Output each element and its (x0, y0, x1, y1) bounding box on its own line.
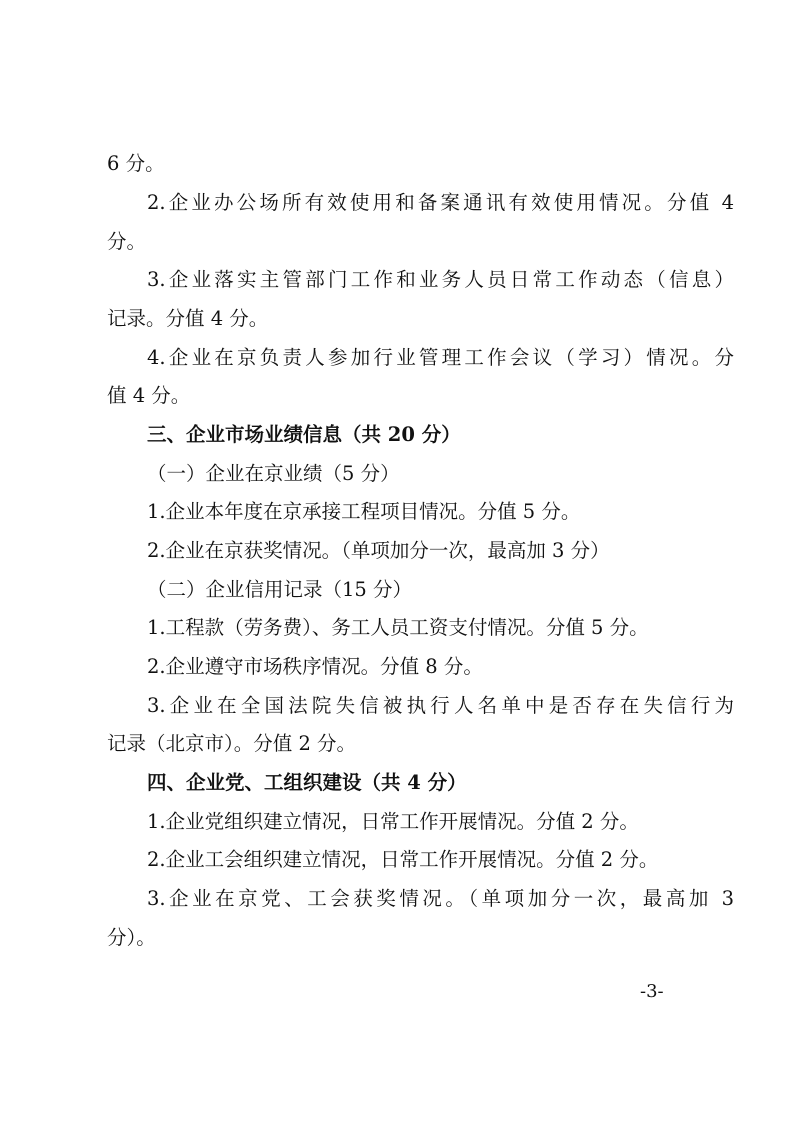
text-line-2: 2.企业办公场所有效使用和备案通讯有效使用情况。分值 4 (147, 191, 734, 214)
text-line-18: 1.企业党组织建立情况，日常工作开展情况。分值 2 分。 (147, 810, 639, 833)
page-number: -3- (640, 981, 664, 1002)
subsection-heading-2: （二）企业信用记录（15 分） (147, 578, 413, 601)
section-heading-3: 三、企业市场业绩信息（共 20 分） (147, 423, 461, 446)
text-line-16: 记录（北京市）。分值 2 分。 (107, 732, 357, 755)
text-line-20: 3.企业在京党、工会获奖情况。（单项加分一次，最高加 3 (147, 887, 734, 910)
text-line-19: 2.企业工会组织建立情况，日常工作开展情况。分值 2 分。 (147, 848, 659, 871)
section-heading-4: 四、企业党、工组织建设（共 4 分） (147, 771, 467, 794)
text-line-1: 6 分。 (107, 152, 165, 175)
text-line-15: 3.企业在全国法院失信被执行人名单中是否存在失信行为 (147, 694, 734, 717)
text-line-21: 分）。 (107, 926, 156, 949)
text-line-6: 4.企业在京负责人参加行业管理工作会议（学习）情况。分 (147, 346, 734, 369)
text-line-3: 分。 (107, 230, 147, 253)
text-line-14: 2.企业遵守市场秩序情况。分值 8 分。 (147, 655, 483, 678)
text-line-4: 3.企业落实主管部门工作和业务人员日常工作动态（信息） (147, 268, 734, 291)
text-line-13: 1.工程款（劳务费）、务工人员工资支付情况。分值 5 分。 (147, 616, 649, 639)
subsection-heading-1: （一）企业在京业绩（5 分） (147, 462, 400, 485)
text-line-10: 1.企业本年度在京承接工程项目情况。分值 5 分。 (147, 500, 581, 523)
text-line-11: 2.企业在京获奖情况。（单项加分一次，最高加 3 分） (147, 539, 610, 562)
text-line-5: 记录。分值 4 分。 (107, 307, 269, 330)
text-line-7: 值 4 分。 (107, 384, 191, 407)
